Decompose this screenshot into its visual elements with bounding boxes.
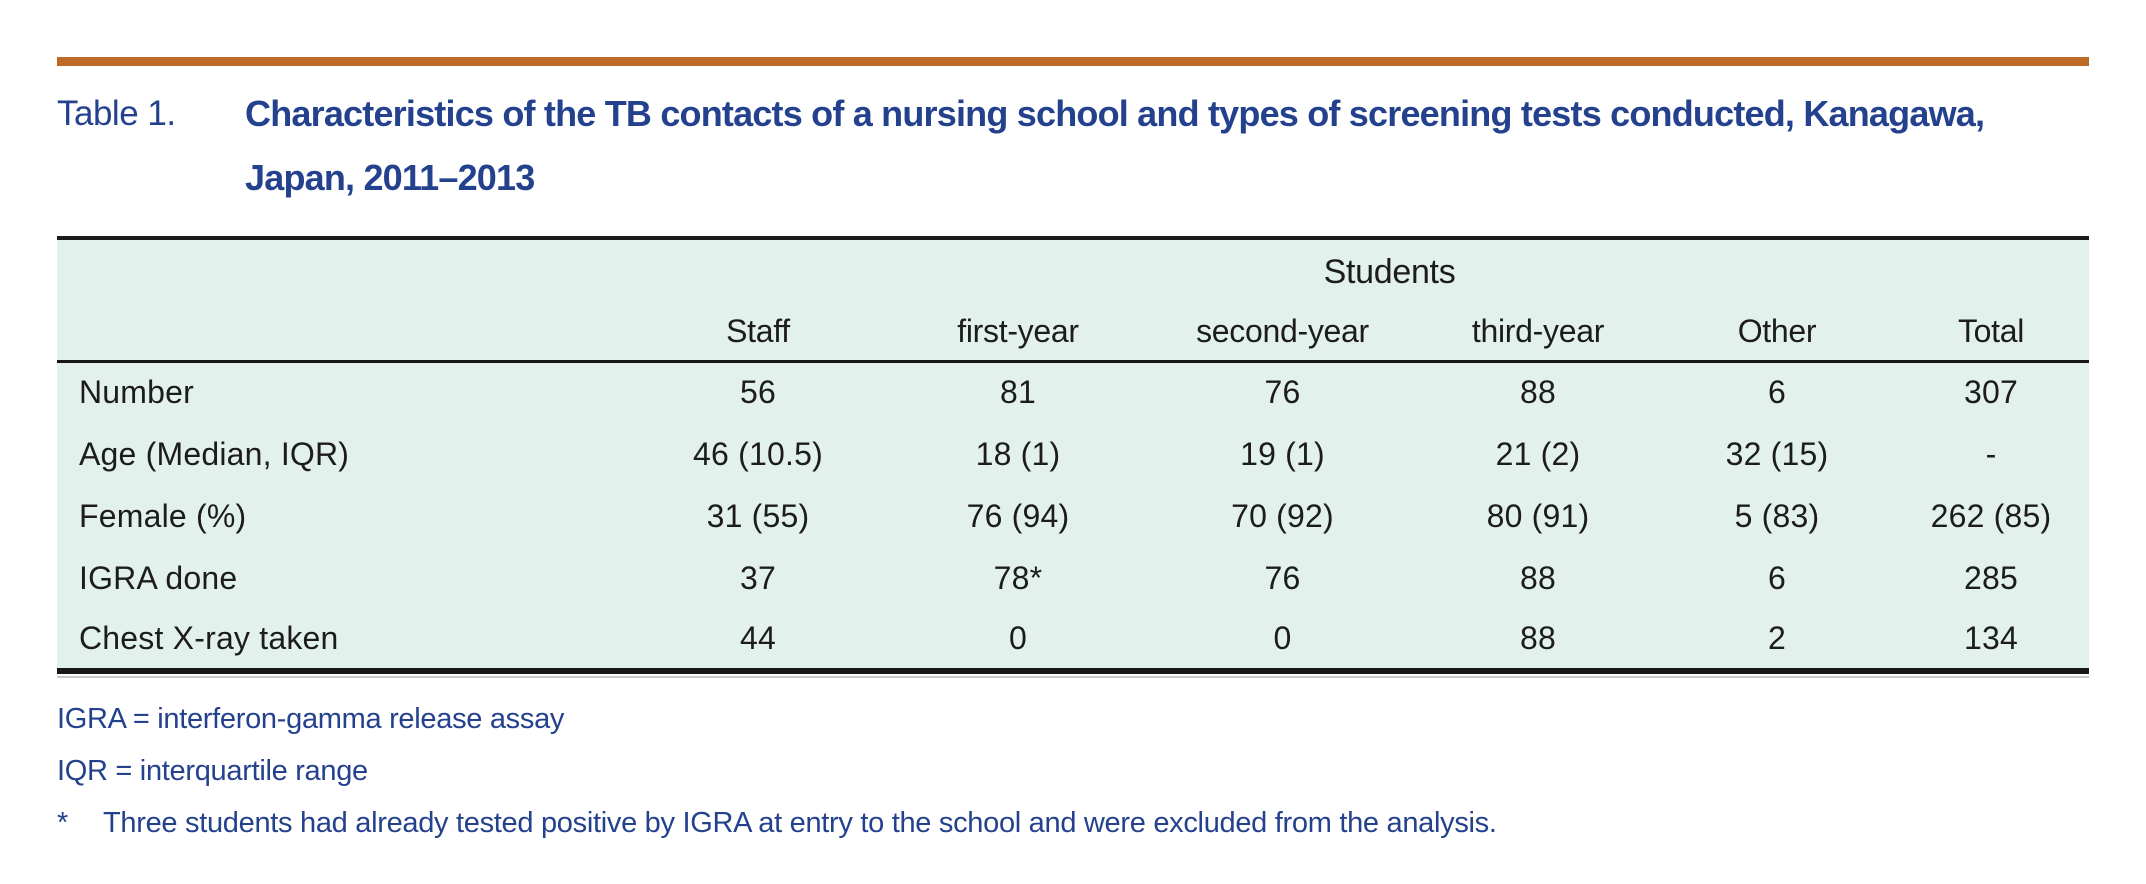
cell: 32 (15) — [1725, 435, 1829, 472]
accent-rule — [57, 57, 2089, 66]
col-header-blank — [57, 304, 630, 361]
cell: 134 — [1964, 620, 2018, 656]
empty-staff-cell — [630, 238, 886, 304]
cell: 0 — [1273, 620, 1292, 656]
footnote-asterisk-marker: * — [57, 807, 68, 839]
table-row — [57, 609, 2089, 671]
cell: 81 — [1000, 374, 1036, 411]
table-row — [57, 361, 2089, 423]
cell: 19 (1) — [1240, 435, 1325, 472]
footnote-iqr: IQR = interquartile range — [57, 755, 368, 787]
col-header-first-year: first-year — [886, 304, 1150, 361]
cell: 285 — [1964, 559, 2018, 596]
cell: 6 — [1768, 374, 1786, 411]
col-header-total: Total — [1893, 304, 2089, 361]
col-header-staff: Staff — [630, 304, 886, 361]
cell: 78* — [993, 559, 1043, 596]
cell: 2 — [1768, 620, 1786, 656]
group-header-row — [57, 238, 2089, 304]
cell: 21 (2) — [1495, 435, 1581, 472]
cell: - — [1985, 435, 1997, 472]
row-label: Number — [79, 374, 195, 411]
cell: 37 — [740, 559, 776, 596]
cell: 18 (1) — [975, 435, 1061, 472]
cell: 307 — [1964, 374, 2018, 411]
table-figure — [57, 0, 2089, 860]
group-header-students: Students — [1323, 252, 1456, 291]
footnote-asterisk — [57, 808, 2089, 838]
cell: 88 — [1520, 374, 1556, 411]
footnote-igra: IGRA = interferon-gamma release assay — [57, 703, 565, 735]
table-row — [57, 547, 2089, 609]
table-row — [57, 485, 2089, 547]
table-number: Table 1. — [57, 94, 176, 133]
footnote-asterisk-text: Three students had already tested positive by IGRA at entry to the school and were excluded from the analysis. — [103, 807, 1497, 839]
table-caption — [57, 82, 2089, 210]
row-label: Age (Median, IQR) — [79, 435, 350, 472]
table-wrap — [57, 236, 2089, 678]
cell: 80 (91) — [1486, 497, 1590, 534]
empty-corner-cell — [57, 238, 630, 304]
data-table — [57, 236, 2089, 674]
cell: 31 (55) — [706, 497, 810, 534]
table-title — [245, 82, 2089, 210]
row-label: Female (%) — [79, 497, 247, 534]
row-label: IGRA done — [79, 559, 238, 596]
cell: 44 — [740, 620, 776, 656]
cell: 76 — [1264, 559, 1301, 596]
cell: 46 (10.5) — [693, 435, 823, 472]
col-header-third-year: third-year — [1415, 304, 1661, 361]
footnotes — [57, 704, 2089, 838]
cell: 76 — [1264, 374, 1301, 411]
table-row — [57, 423, 2089, 485]
empty-total-cell — [1893, 238, 2089, 304]
cell: 56 — [740, 374, 776, 411]
cell: 262 (85) — [1930, 497, 2052, 534]
row-label: Chest X-ray taken — [79, 620, 339, 656]
cell: 76 (94) — [966, 497, 1070, 534]
cell: 88 — [1520, 620, 1556, 656]
col-header-other: Other — [1661, 304, 1893, 361]
cell: 5 (83) — [1734, 497, 1820, 534]
cell: 88 — [1520, 559, 1556, 596]
col-header-second-year: second-year — [1150, 304, 1415, 361]
cell: 0 — [1009, 620, 1027, 656]
column-header-row — [57, 304, 2089, 361]
table-title-line2: Japan, 2011–2013 — [245, 157, 535, 198]
cell: 70 (92) — [1231, 497, 1334, 534]
table-title-line1: Characteristics of the TB contacts of a nursing school and types of screening tests conducted, Kanagawa, — [245, 93, 1985, 134]
cell: 6 — [1768, 559, 1786, 596]
